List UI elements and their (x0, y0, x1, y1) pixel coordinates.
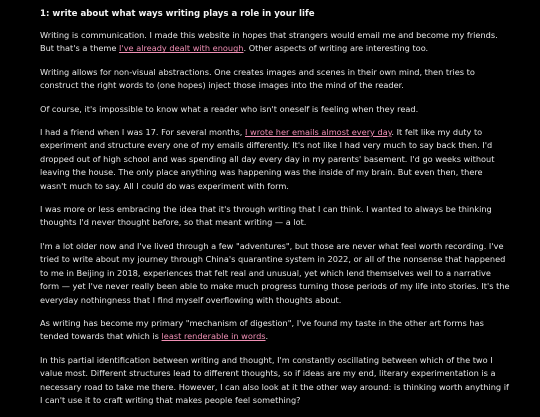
paragraph-2: Writing allows for non-visual abstractions. One creates images and scenes in their own mind, then tries to construct the right words to (one hopes) inject those images into the mind of the reader. (40, 66, 475, 91)
paragraph-4 (40, 126, 510, 193)
paragraph-7 (40, 317, 510, 344)
paragraph-5: I was more or less embracing the idea that it's through writing that I can think. I wanted to always be thinking thoughts I'd never thought before, so that meant writing — a lot. (40, 204, 492, 228)
section-heading: 1: write about what ways writing plays a role in your life (40, 9, 315, 19)
link-least-renderable[interactable]: least renderable in words (161, 331, 266, 342)
paragraph-text: . It felt like my duty to experiment and structure every one of my emails differently. It's not like I had very much to say back then. I'd dropped out of high school and was spending all day every day in my parents' basement. I'd go weeks without leaving the house. The only place anything was happening was the inside of my brain. But even then, there wasn't much to say. All I could do was experiment with form. (40, 127, 495, 191)
paragraph-text: I had a friend when I was 17. For several months, (40, 127, 246, 138)
paragraph-3: Of course, it's impossible to know what a reader who isn't oneself is feeling when they read. (40, 103, 419, 114)
paragraph-text: Writing is communication. I made this website in hopes that strangers would email me and become my friends. But that's a theme (40, 30, 498, 54)
paragraph-text: As writing has become my primary "mechanism of digestion", I've found my taste in the other art forms has tended towards that which is (40, 317, 484, 342)
paragraph-1 (40, 29, 510, 56)
paragraph-text: . (265, 331, 269, 342)
paragraph-6: I'm a lot older now and I've lived through a few "adventures", but those are never what feel worth recording. I've tried to write about my journey through China's quarantine system in 2022, or all of the nonsense that happened to me in Beijing in 2018, experiences that felt real and unusual, yet which lend themselves well to a narrative form — yet I've never really been able to make much progress turning those periods of my life into stories. It's the everyday nothingness that I find myself overflowing with thoughts about. (40, 240, 510, 305)
article (40, 8, 510, 417)
link-wrote-her-emails[interactable]: I wrote her emails almost every day (245, 127, 392, 138)
paragraph-8: In this partial identification between writing and thought, I'm constantly oscillating between which of the two I value most. Different structures lead to different thoughts, so if ideas are my end, literary experimentation is a necessary road to take me there. However, I can also look at it the other way around: is thinking worth anything if I can't use it to craft writing that makes people feel something? (40, 354, 509, 405)
link-already-dealt-with[interactable]: I've already dealt with enough (119, 43, 244, 54)
paragraph-text: . Other aspects of writing are interesting too. (243, 43, 429, 54)
